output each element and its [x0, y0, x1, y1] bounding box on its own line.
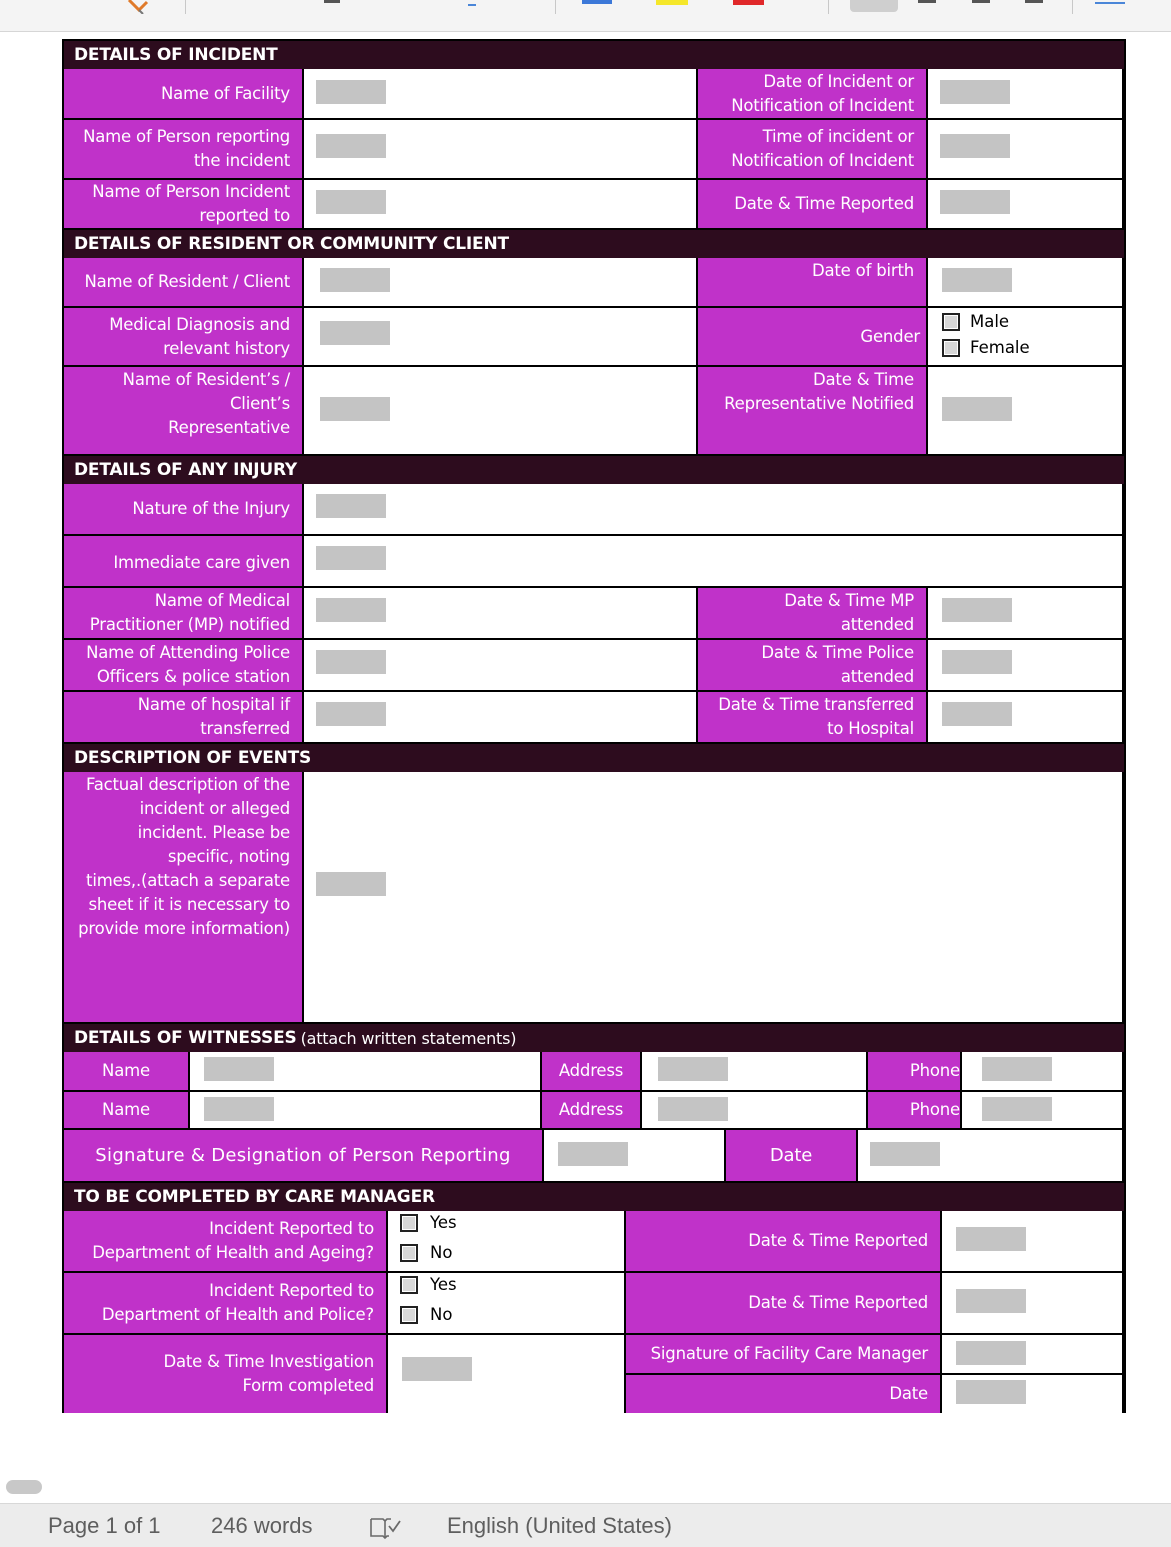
- align-left-icon[interactable]: [850, 0, 898, 12]
- doh-police-yes-checkbox[interactable]: Yes: [400, 1275, 457, 1294]
- horizontal-scrollbar-thumb[interactable]: [6, 1480, 42, 1494]
- field-investigation[interactable]: [388, 1335, 626, 1413]
- language-indicator[interactable]: English (United States): [447, 1513, 672, 1538]
- field-manager-date[interactable]: [942, 1375, 1124, 1413]
- label-manager-date: Date: [626, 1375, 942, 1413]
- doh-police-no-checkbox[interactable]: No: [400, 1305, 452, 1324]
- line-spacing-icon[interactable]: [1095, 0, 1125, 4]
- field-hospital[interactable]: [304, 692, 698, 744]
- text-color-icon[interactable]: [733, 0, 764, 5]
- field-witness-2-address[interactable]: [642, 1092, 868, 1130]
- label-manager-signature: Signature of Facility Care Manager: [626, 1335, 942, 1375]
- field-police[interactable]: [304, 640, 698, 692]
- field-immediate-care[interactable]: [304, 536, 1124, 588]
- highlight-color-icon[interactable]: [656, 0, 688, 5]
- gender-male-checkbox[interactable]: Male: [942, 312, 1009, 331]
- section-heading-injury: DETAILS OF ANY INJURY: [64, 456, 1124, 484]
- doh-ageing-no-checkbox[interactable]: No: [400, 1243, 452, 1262]
- field-rep-notified[interactable]: [928, 367, 1124, 456]
- label-police: Name of Attending Police Officers & police station: [64, 640, 304, 692]
- label-doh-ageing: Incident Reported to Department of Health and Ageing?: [64, 1211, 388, 1273]
- field-manager-signature[interactable]: [942, 1335, 1124, 1375]
- align-right-icon[interactable]: [972, 0, 990, 3]
- field-police-attended[interactable]: [928, 640, 1124, 692]
- label-immediate-care: Immediate care given: [64, 536, 304, 588]
- field-doh-police: [388, 1273, 626, 1335]
- field-injury-nature[interactable]: [304, 484, 1124, 536]
- label-police-attended: Date & Time Police attended: [698, 640, 928, 692]
- label-rep-notified: Date & Time Representative Notified: [698, 367, 928, 456]
- label-date-time-reported: Date & Time Reported: [698, 180, 928, 230]
- field-hospital-transferred[interactable]: [928, 692, 1124, 744]
- label-hospital-transferred: Date & Time transferred to Hospital: [698, 692, 928, 744]
- align-center-icon[interactable]: [918, 0, 936, 3]
- font-color-icon[interactable]: [582, 0, 612, 4]
- gender-female-checkbox[interactable]: Female: [942, 338, 1030, 357]
- section-heading-manager: TO BE COMPLETED BY CARE MANAGER: [64, 1183, 1124, 1211]
- label-date-incident: Date of Incident or Notification of Incident: [698, 69, 928, 120]
- row-mp: [64, 588, 1124, 640]
- label-witness-2-address: Address: [542, 1092, 642, 1130]
- row-resident-name: [64, 258, 1124, 308]
- field-gender: [928, 308, 1124, 367]
- page-count[interactable]: Page 1 of 1: [48, 1513, 161, 1538]
- field-description[interactable]: [304, 772, 1124, 1024]
- incident-report-form: [62, 39, 1126, 1413]
- document-page: [0, 33, 1171, 1470]
- field-person-reporting[interactable]: [304, 120, 698, 180]
- row-investigation: [64, 1335, 1124, 1413]
- label-witness-1-phone: Phone: [868, 1052, 962, 1092]
- label-description: Factual description of the incident or alleged incident. Please be specific, noting times,.(attach a separate sheet if it is necessary to provide more information): [64, 772, 304, 1024]
- field-witness-1-name[interactable]: [190, 1052, 542, 1092]
- row-person-reported-to: [64, 180, 1124, 230]
- row-witness-1: [64, 1052, 1124, 1092]
- field-witness-2-phone[interactable]: [962, 1092, 1124, 1130]
- field-facility[interactable]: [304, 69, 698, 120]
- word-count[interactable]: 246 words: [211, 1513, 313, 1538]
- row-witness-2: [64, 1092, 1124, 1130]
- font-tool-icon[interactable]: [324, 0, 340, 3]
- field-witness-2-name[interactable]: [190, 1092, 542, 1130]
- field-resident-name[interactable]: [304, 258, 698, 308]
- section-heading-witnesses: DETAILS OF WITNESSES (attach written statements): [64, 1024, 1124, 1052]
- label-signature-date: Date: [726, 1130, 858, 1183]
- label-witness-1-address: Address: [542, 1052, 642, 1092]
- label-signature-reporting: Signature & Designation of Person Reporting: [64, 1130, 544, 1183]
- row-hospital: [64, 692, 1124, 744]
- status-bar: [0, 1503, 1171, 1547]
- field-time-incident[interactable]: [928, 120, 1124, 180]
- doh-ageing-yes-checkbox[interactable]: Yes: [400, 1213, 457, 1232]
- row-signature-reporting: [64, 1130, 1124, 1183]
- field-date-incident[interactable]: [928, 69, 1124, 120]
- row-representative: [64, 367, 1124, 456]
- proofing-book-icon[interactable]: [369, 1516, 401, 1540]
- field-manager-reported-1[interactable]: [942, 1211, 1124, 1273]
- label-witness-2-name: Name: [64, 1092, 190, 1130]
- label-person-reported-to: Name of Person Incident reported to: [64, 180, 304, 230]
- label-person-reporting: Name of Person reporting the incident: [64, 120, 304, 180]
- subscript-icon[interactable]: [468, 0, 476, 6]
- label-mp-attended: Date & Time MP attended: [698, 588, 928, 640]
- field-person-reported-to[interactable]: [304, 180, 698, 230]
- row-facility: [64, 69, 1124, 120]
- label-witness-1-name: Name: [64, 1052, 190, 1092]
- row-diagnosis: [64, 308, 1124, 367]
- label-time-incident: Time of incident or Notification of Incident: [698, 120, 928, 180]
- label-dob: Date of birth: [698, 258, 928, 308]
- label-mp: Name of Medical Practitioner (MP) notified: [64, 588, 304, 640]
- ribbon-toolbar: [0, 0, 1171, 32]
- field-doh-ageing: [388, 1211, 626, 1273]
- justify-icon[interactable]: [1025, 0, 1043, 3]
- label-resident-name: Name of Resident / Client: [64, 258, 304, 308]
- label-hospital: Name of hospital if transferred: [64, 692, 304, 744]
- label-facility: Name of Facility: [64, 69, 304, 120]
- field-witness-1-address[interactable]: [642, 1052, 868, 1092]
- field-dob[interactable]: [928, 258, 1124, 308]
- row-immediate-care: [64, 536, 1124, 588]
- label-representative: Name of Resident’s / Client’s Representative: [64, 367, 304, 456]
- field-mp-attended[interactable]: [928, 588, 1124, 640]
- label-gender: Gender: [698, 308, 928, 367]
- label-investigation: Date & Time Investigation Form completed: [64, 1335, 388, 1413]
- label-witness-2-phone: Phone: [868, 1092, 962, 1130]
- field-signature-date[interactable]: [858, 1130, 1124, 1183]
- label-diagnosis: Medical Diagnosis and relevant history: [64, 308, 304, 367]
- section-heading-incident: DETAILS OF INCIDENT: [64, 41, 1124, 69]
- format-painter-icon[interactable]: [125, 0, 159, 14]
- row-injury-nature: [64, 484, 1124, 536]
- label-injury-nature: Nature of the Injury: [64, 484, 304, 536]
- label-manager-reported-2: Date & Time Reported: [626, 1273, 942, 1335]
- row-doh-ageing: [64, 1211, 1124, 1273]
- section-heading-events: DESCRIPTION OF EVENTS: [64, 744, 1124, 772]
- field-witness-1-phone[interactable]: [962, 1052, 1124, 1092]
- field-mp[interactable]: [304, 588, 698, 640]
- field-signature-reporting[interactable]: [544, 1130, 726, 1183]
- section-heading-resident: DETAILS OF RESIDENT OR COMMUNITY CLIENT: [64, 230, 1124, 258]
- field-manager-reported-2[interactable]: [942, 1273, 1124, 1335]
- field-representative[interactable]: [304, 367, 698, 456]
- row-person-reporting: [64, 120, 1124, 180]
- row-doh-police: [64, 1273, 1124, 1335]
- field-diagnosis[interactable]: [304, 308, 698, 367]
- label-manager-reported-1: Date & Time Reported: [626, 1211, 942, 1273]
- label-doh-police: Incident Reported to Department of Health and Police?: [64, 1273, 388, 1335]
- row-police: [64, 640, 1124, 692]
- row-description: [64, 772, 1124, 1024]
- field-date-time-reported[interactable]: [928, 180, 1124, 230]
